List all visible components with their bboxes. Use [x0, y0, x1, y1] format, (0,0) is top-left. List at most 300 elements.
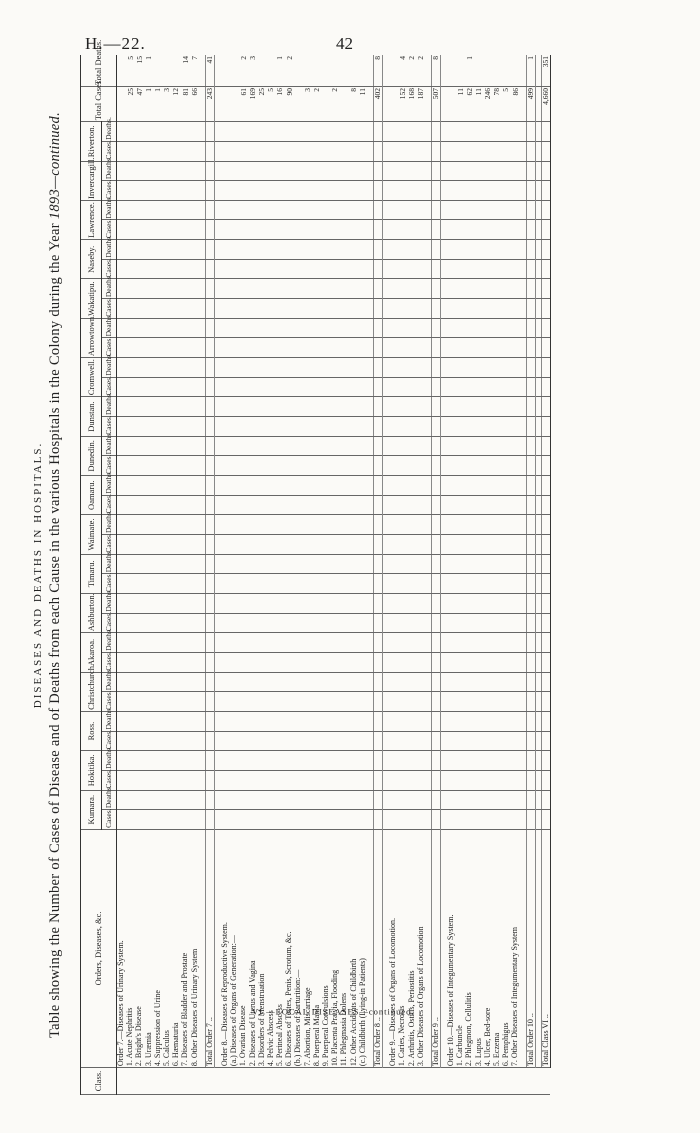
hospital-deaths-cell: [172, 122, 181, 142]
hospital-deaths-cell: [220, 240, 229, 260]
hospital-cases-cell: [541, 377, 550, 397]
hospital-cases-cell: [285, 338, 294, 358]
hospital-deaths-cell: [257, 358, 266, 378]
hospital-cases-cell: [483, 810, 492, 830]
hospital-cases-cell: [492, 574, 501, 594]
hospital-cases-cell: [474, 456, 483, 476]
hospital-cases-cell: [431, 220, 440, 240]
hospital-header: Hokitika.: [81, 751, 102, 790]
cases-subheader: Cases.: [102, 613, 117, 633]
hospital-cases-cell: [135, 181, 144, 201]
hospital-deaths-cell: [526, 279, 535, 299]
hospital-cases-cell: [181, 534, 190, 554]
hospital-cases-cell: [266, 456, 275, 476]
hospital-deaths-cell: [373, 279, 382, 299]
hospital-deaths-cell: [407, 279, 416, 299]
hospital-deaths-cell: [456, 593, 465, 613]
hospital-deaths-cell: [153, 318, 162, 338]
deaths-subheader: Deaths.: [102, 672, 117, 692]
hospital-deaths-cell: [358, 711, 367, 731]
hospital-cases-cell: [172, 770, 181, 790]
total-cases-cell: 5: [266, 87, 275, 122]
hospital-deaths-cell: [172, 751, 181, 771]
hospital-deaths-cell: [431, 711, 440, 731]
document-reference: H.—22.: [85, 34, 146, 53]
hospital-deaths-cell: [294, 200, 303, 220]
hospital-cases-cell: [416, 338, 425, 358]
hospital-cases-cell: [541, 613, 550, 633]
hospital-deaths-cell: [190, 436, 199, 456]
disease-label: Total Order 8 ..: [373, 829, 382, 1067]
cases-subheader: Cases.: [102, 141, 117, 161]
hospital-deaths-cell: [398, 672, 407, 692]
hospital-cases-cell: [266, 770, 275, 790]
hospital-cases-cell: [511, 810, 520, 830]
cases-subheader: Cases.: [102, 534, 117, 554]
hospital-cases-cell: [117, 574, 126, 594]
hospital-cases-cell: [276, 259, 285, 279]
hospital-cases-cell: [190, 574, 199, 594]
hospital-deaths-cell: [220, 593, 229, 613]
hospital-cases-cell: [474, 299, 483, 319]
hospital-cases-cell: [135, 417, 144, 437]
hospital-cases-cell: [358, 456, 367, 476]
hospital-cases-cell: [257, 141, 266, 161]
hospital-cases-cell: [248, 220, 257, 240]
hospital-cases-cell: [303, 220, 312, 240]
hospital-deaths-cell: [398, 515, 407, 535]
hospital-deaths-cell: [465, 200, 474, 220]
hospital-cases-cell: [172, 731, 181, 751]
hospital-deaths-cell: [474, 161, 483, 181]
disease-label: 5. Calculus: [162, 829, 171, 1067]
hospital-deaths-cell: [248, 476, 257, 496]
hospital-deaths-cell: [465, 436, 474, 456]
hospital-cases-cell: [303, 770, 312, 790]
hospital-cases-cell: [303, 692, 312, 712]
hospital-deaths-cell: [220, 397, 229, 417]
hospital-deaths-cell: [456, 318, 465, 338]
hospital-deaths-cell: [431, 200, 440, 220]
hospital-deaths-cell: [349, 161, 358, 181]
hospital-cases-cell: [303, 338, 312, 358]
hospital-cases-cell: [349, 534, 358, 554]
disease-label: 4. Pelvic Abscess: [266, 829, 275, 1067]
total-deaths-cell: [266, 55, 275, 87]
hospital-cases-cell: [276, 338, 285, 358]
hospital-cases-cell: [398, 770, 407, 790]
hospital-cases-cell: [492, 495, 501, 515]
hospital-deaths-cell: [331, 358, 340, 378]
hospital-deaths-cell: [349, 279, 358, 299]
hospital-deaths-cell: [474, 751, 483, 771]
hospital-cases-cell: [358, 770, 367, 790]
hospital-deaths-cell: [117, 436, 126, 456]
hospital-cases-cell: [257, 731, 266, 751]
hospital-deaths-cell: [331, 397, 340, 417]
hospital-deaths-cell: [276, 358, 285, 378]
hospital-deaths-cell: [190, 240, 199, 260]
hospital-deaths-cell: [276, 672, 285, 692]
hospital-deaths-cell: [294, 397, 303, 417]
hospital-cases-cell: [257, 652, 266, 672]
hospital-deaths-cell: [230, 358, 239, 378]
hospital-deaths-cell: [331, 279, 340, 299]
hospital-deaths-cell: [340, 593, 349, 613]
hospital-cases-cell: [230, 613, 239, 633]
hospital-deaths-cell: [474, 240, 483, 260]
total-cases-cell: 3: [162, 87, 171, 122]
hospital-cases-cell: [239, 692, 248, 712]
hospital-cases-cell: [340, 810, 349, 830]
hospital-deaths-cell: [285, 790, 294, 810]
hospital-cases-cell: [220, 495, 229, 515]
hospital-deaths-cell: [239, 593, 248, 613]
hospital-cases-cell: [276, 574, 285, 594]
total-deaths-cell: [312, 55, 321, 87]
hospital-deaths-cell: [162, 633, 171, 653]
hospital-cases-cell: [511, 181, 520, 201]
hospital-cases-cell: [172, 299, 181, 319]
hospital-cases-cell: [220, 613, 229, 633]
total-deaths-cell: [349, 55, 358, 87]
hospital-deaths-cell: [162, 358, 171, 378]
hospital-deaths-cell: [303, 554, 312, 574]
hospital-deaths-cell: [398, 633, 407, 653]
hospital-deaths-cell: [117, 633, 126, 653]
hospital-cases-cell: [321, 259, 330, 279]
hospital-cases-cell: [474, 181, 483, 201]
hospital-cases-cell: [407, 613, 416, 633]
total-cases-cell: 4,660: [541, 87, 550, 122]
disease-label: 6. Pemphigus: [502, 829, 511, 1067]
hospital-cases-cell: [294, 770, 303, 790]
hospital-cases-cell: [248, 613, 257, 633]
hospital-cases-cell: [126, 652, 135, 672]
hospital-cases-cell: [239, 770, 248, 790]
hospital-deaths-cell: [220, 672, 229, 692]
total-deaths-cell: [230, 55, 239, 87]
hospital-deaths-cell: [483, 790, 492, 810]
hospital-deaths-cell: [257, 240, 266, 260]
hospital-deaths-cell: [407, 515, 416, 535]
hospital-header: Akaroa.: [81, 633, 102, 672]
hospital-deaths-cell: [248, 397, 257, 417]
table-row: [257, 55, 266, 1095]
hospital-cases-cell: [502, 534, 511, 554]
hospital-cases-cell: [389, 534, 398, 554]
total-cases-cell: 11: [358, 87, 367, 122]
hospital-cases-cell: [331, 181, 340, 201]
hospital-deaths-cell: [541, 318, 550, 338]
hospital-cases-cell: [474, 141, 483, 161]
hospital-cases-cell: [407, 377, 416, 397]
hospital-deaths-cell: [465, 476, 474, 496]
hospital-deaths-cell: [502, 200, 511, 220]
hospital-cases-cell: [416, 299, 425, 319]
hospital-deaths-cell: [492, 161, 501, 181]
table-row: [416, 55, 425, 1095]
hospital-deaths-cell: [398, 358, 407, 378]
hospital-deaths-cell: [312, 318, 321, 338]
hospital-deaths-cell: [511, 554, 520, 574]
hospital-cases-cell: [257, 495, 266, 515]
hospital-cases-cell: [153, 495, 162, 515]
hospital-cases-cell: [416, 259, 425, 279]
hospital-deaths-cell: [172, 593, 181, 613]
hospital-deaths-cell: [389, 476, 398, 496]
hospital-cases-cell: [303, 417, 312, 437]
hospital-cases-cell: [398, 731, 407, 751]
hospital-deaths-cell: [416, 200, 425, 220]
hospital-cases-cell: [126, 181, 135, 201]
hospital-cases-cell: [483, 770, 492, 790]
hospital-header: Christchurch.: [81, 672, 102, 711]
table-caption-continued: —continued.: [47, 111, 63, 189]
hospital-cases-cell: [407, 259, 416, 279]
hospital-cases-cell: [431, 652, 440, 672]
hospital-deaths-cell: [431, 240, 440, 260]
hospital-cases-cell: [389, 810, 398, 830]
hospital-deaths-cell: [465, 122, 474, 142]
disease-label: 6. Diseases of Testes, Penis, Scrotum, &c.: [285, 829, 294, 1067]
table-row: [312, 55, 321, 1095]
hospital-deaths-cell: [205, 554, 214, 574]
hospital-cases-cell: [190, 338, 199, 358]
hospital-deaths-cell: [303, 593, 312, 613]
hospital-cases-cell: [541, 770, 550, 790]
hospital-cases-cell: [312, 692, 321, 712]
hospital-deaths-cell: [303, 476, 312, 496]
hospital-deaths-cell: [456, 161, 465, 181]
hospital-deaths-cell: [407, 476, 416, 496]
hospital-cases-cell: [239, 417, 248, 437]
hospital-cases-cell: [474, 810, 483, 830]
hospital-cases-cell: [416, 574, 425, 594]
hospital-cases-cell: [511, 731, 520, 751]
hospital-deaths-cell: [465, 161, 474, 181]
hospital-cases-cell: [431, 613, 440, 633]
total-deaths-cell: 2: [239, 55, 248, 87]
hospital-cases-cell: [248, 574, 257, 594]
total-deaths-cell: 351: [541, 55, 550, 87]
total-deaths-cell: 2: [416, 55, 425, 87]
hospital-deaths-cell: [135, 397, 144, 417]
hospital-cases-cell: [349, 456, 358, 476]
hospital-deaths-cell: [511, 790, 520, 810]
hospital-header: Waimate.: [81, 515, 102, 554]
hospital-cases-cell: [144, 377, 153, 397]
hospital-deaths-cell: [312, 751, 321, 771]
hospital-cases-cell: [248, 731, 257, 751]
hospital-cases-cell: [340, 338, 349, 358]
hospital-cases-cell: [205, 495, 214, 515]
hospital-deaths-cell: [205, 476, 214, 496]
hospital-deaths-cell: [389, 397, 398, 417]
total-deaths-cell: 1: [276, 55, 285, 87]
disease-label: 3. Disorders of Menstruation: [257, 829, 266, 1067]
hospital-deaths-cell: [276, 554, 285, 574]
hospital-deaths-cell: [541, 711, 550, 731]
hospital-deaths-cell: [447, 161, 456, 181]
disease-label: 8. Puerperal Mania: [312, 829, 321, 1067]
total-cases-cell: 168: [407, 87, 416, 122]
hospital-deaths-cell: [126, 711, 135, 731]
hospital-deaths-cell: [257, 790, 266, 810]
hospital-deaths-cell: [230, 279, 239, 299]
hospital-deaths-cell: [407, 436, 416, 456]
hospital-cases-cell: [447, 338, 456, 358]
hospital-deaths-cell: [431, 790, 440, 810]
hospital-cases-cell: [358, 377, 367, 397]
hospital-deaths-cell: [190, 161, 199, 181]
hospital-deaths-cell: [257, 161, 266, 181]
hospital-deaths-cell: [205, 200, 214, 220]
hospital-deaths-cell: [456, 200, 465, 220]
hospital-cases-cell: [331, 534, 340, 554]
hospital-cases-cell: [492, 692, 501, 712]
hospital-deaths-cell: [349, 318, 358, 338]
hospital-cases-cell: [321, 181, 330, 201]
hospital-cases-cell: [389, 495, 398, 515]
cases-subheader: Cases.: [102, 495, 117, 515]
hospital-deaths-cell: [266, 790, 275, 810]
hospital-cases-cell: [398, 299, 407, 319]
hospital-cases-cell: [162, 495, 171, 515]
hospital-cases-cell: [266, 141, 275, 161]
hospital-deaths-cell: [205, 790, 214, 810]
hospital-header: Invercargill.: [81, 161, 102, 200]
hospital-deaths-cell: [276, 240, 285, 260]
hospital-deaths-cell: [266, 318, 275, 338]
hospital-cases-cell: [416, 810, 425, 830]
hospital-deaths-cell: [483, 161, 492, 181]
hospital-deaths-cell: [331, 318, 340, 338]
hospital-cases-cell: [135, 810, 144, 830]
hospital-deaths-cell: [483, 554, 492, 574]
hospital-cases-cell: [492, 810, 501, 830]
hospital-cases-cell: [126, 259, 135, 279]
hospital-cases-cell: [398, 377, 407, 397]
hospital-deaths-cell: [190, 397, 199, 417]
total-cases-cell: 3: [303, 87, 312, 122]
hospital-deaths-cell: [294, 358, 303, 378]
total-deaths-cell: 2: [407, 55, 416, 87]
hospital-cases-cell: [321, 141, 330, 161]
hospital-cases-cell: [431, 534, 440, 554]
hospital-cases-cell: [276, 534, 285, 554]
hospital-cases-cell: [230, 456, 239, 476]
deaths-subheader: Deaths.: [102, 122, 117, 142]
hospital-deaths-cell: [358, 358, 367, 378]
hospital-cases-cell: [502, 495, 511, 515]
hospital-deaths-cell: [205, 397, 214, 417]
hospital-cases-cell: [407, 810, 416, 830]
hospital-cases-cell: [312, 338, 321, 358]
hospital-deaths-cell: [358, 200, 367, 220]
hospital-cases-cell: [303, 377, 312, 397]
hospital-cases-cell: [340, 770, 349, 790]
hospital-cases-cell: [398, 613, 407, 633]
hospital-deaths-cell: [248, 161, 257, 181]
table-row: [474, 55, 483, 1095]
hospital-deaths-cell: [135, 593, 144, 613]
hospital-deaths-cell: [135, 358, 144, 378]
hospital-deaths-cell: [205, 672, 214, 692]
hospital-cases-cell: [153, 652, 162, 672]
hospital-deaths-cell: [465, 711, 474, 731]
hospital-deaths-cell: [373, 672, 382, 692]
hospital-deaths-cell: [511, 318, 520, 338]
hospital-cases-cell: [126, 495, 135, 515]
total-row: [373, 55, 382, 1095]
hospital-cases-cell: [285, 495, 294, 515]
hospital-deaths-cell: [172, 476, 181, 496]
hospital-cases-cell: [492, 652, 501, 672]
hospital-cases-cell: [230, 299, 239, 319]
hospital-deaths-cell: [266, 436, 275, 456]
hospital-deaths-cell: [294, 554, 303, 574]
hospital-deaths-cell: [456, 476, 465, 496]
hospital-cases-cell: [220, 652, 229, 672]
hospital-deaths-cell: [447, 318, 456, 338]
hospital-deaths-cell: [358, 790, 367, 810]
hospital-deaths-cell: [526, 476, 535, 496]
hospital-cases-cell: [465, 259, 474, 279]
hospital-deaths-cell: [511, 711, 520, 731]
hospital-cases-cell: [389, 692, 398, 712]
hospital-deaths-cell: [294, 476, 303, 496]
hospital-cases-cell: [172, 181, 181, 201]
hospital-deaths-cell: [190, 200, 199, 220]
hospital-deaths-cell: [303, 515, 312, 535]
hospital-deaths-cell: [407, 161, 416, 181]
hospital-deaths-cell: [373, 397, 382, 417]
hospital-cases-cell: [511, 377, 520, 397]
hospital-cases-cell: [416, 692, 425, 712]
hospital-deaths-cell: [205, 279, 214, 299]
hospital-cases-cell: [407, 141, 416, 161]
hospital-header: Naseby.: [81, 240, 102, 279]
hospital-deaths-cell: [117, 240, 126, 260]
hospital-cases-cell: [465, 692, 474, 712]
hospital-cases-cell: [407, 456, 416, 476]
hospital-deaths-cell: [172, 161, 181, 181]
hospital-cases-cell: [431, 692, 440, 712]
hospital-cases-cell: [321, 417, 330, 437]
hospital-cases-cell: [447, 652, 456, 672]
hospital-cases-cell: [312, 417, 321, 437]
hospital-deaths-cell: [248, 751, 257, 771]
hospital-deaths-cell: [294, 436, 303, 456]
order-heading: Order 10.—Diseases of Integumentary System.: [447, 829, 456, 1067]
hospital-cases-cell: [257, 770, 266, 790]
hospital-deaths-cell: [389, 279, 398, 299]
hospital-deaths-cell: [276, 751, 285, 771]
hospital-cases-cell: [389, 417, 398, 437]
hospital-cases-cell: [541, 181, 550, 201]
total-deaths-cell: [340, 55, 349, 87]
hospital-deaths-cell: [431, 397, 440, 417]
hospital-cases-cell: [126, 770, 135, 790]
hospital-cases-cell: [162, 456, 171, 476]
hospital-cases-cell: [321, 613, 330, 633]
hospital-deaths-cell: [358, 318, 367, 338]
hospital-cases-cell: [303, 574, 312, 594]
hospital-cases-cell: [321, 377, 330, 397]
hospital-cases-cell: [398, 692, 407, 712]
hospital-deaths-cell: [358, 161, 367, 181]
